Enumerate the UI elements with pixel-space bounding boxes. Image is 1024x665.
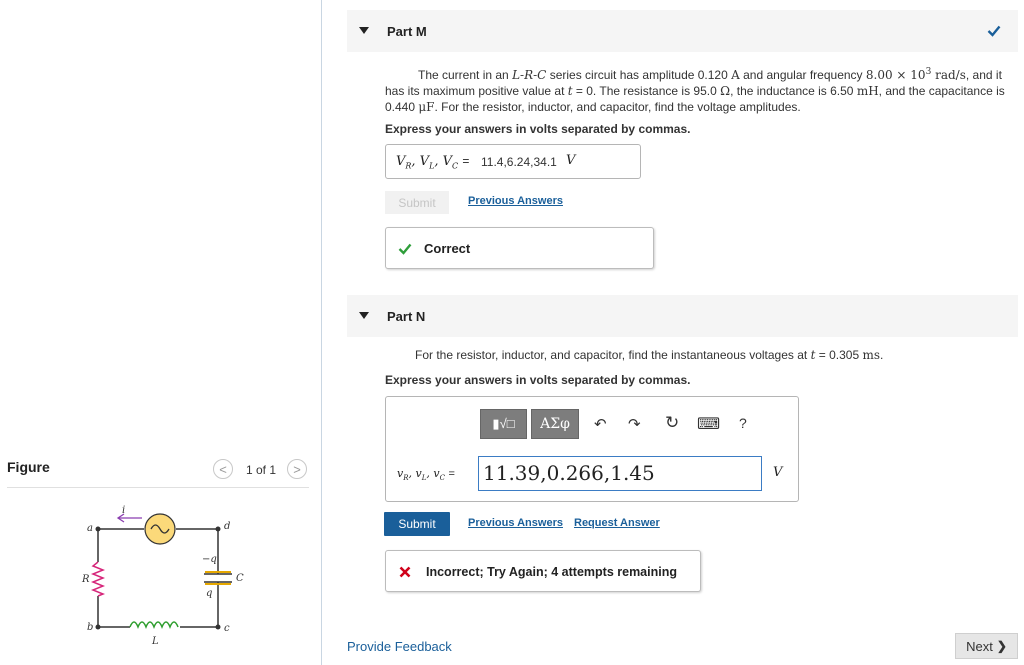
part-n-answer-label: $v_R$, $v_L$, $v_C$ = <box>397 467 455 483</box>
node-a <box>96 527 101 532</box>
part-n-question: For the resistor, inductor, and capacitor, find the instantaneous voltages at t = 0.305 ms. <box>415 348 884 362</box>
provide-feedback-link[interactable]: Provide Feedback <box>347 639 452 654</box>
part-n-feedback <box>385 550 701 592</box>
node-c <box>216 625 221 630</box>
request-answer-link[interactable]: Request Answer <box>574 517 660 529</box>
part-m-submit-button[interactable]: Submit <box>385 191 449 214</box>
redo-icon[interactable]: ↷ <box>628 416 641 433</box>
label-d: d <box>224 521 231 532</box>
label-L: L <box>152 636 159 647</box>
next-button[interactable] <box>955 633 1018 659</box>
x-mark-icon <box>399 566 411 578</box>
figure-label: Figure <box>7 459 50 475</box>
part-m-question: The current in an L-R-C series circuit has amplitude 0.120 A and angular frequency $8.00 \times 10^3$ rad/s, and it has its maximum positive value at t = 0. The resistance is 95.0 Ω, the inductance is 6.50 mH, and the capacitance is 0.440 μF. For the resistor, inductor, and capacitor, find the voltage amplitudes. <box>385 67 1005 114</box>
keyboard-icon[interactable]: ⌨ <box>697 416 721 433</box>
ac-source-icon <box>145 514 175 544</box>
part-m-answer-label: $V_R$, $V_L$, $V_C$ = <box>396 154 470 171</box>
node-b <box>96 625 101 630</box>
chevron-right-icon: > <box>293 461 301 477</box>
part-m-instruction: Express your answers in volts separated by commas. <box>385 122 691 136</box>
part-n-answer-input[interactable]: 11.39,0.266,1.45 <box>478 456 762 491</box>
part-n-submit-button[interactable]: Submit <box>384 512 450 536</box>
pane-divider <box>321 0 322 665</box>
label-minus-q: −q <box>202 554 217 565</box>
chevron-left-icon: < <box>219 461 227 477</box>
figure-pager: 1 of 1 <box>246 463 277 477</box>
figure-separator <box>7 487 309 488</box>
check-icon <box>398 243 412 255</box>
inductor-icon <box>130 622 178 627</box>
label-a: a <box>87 523 93 534</box>
figure-prev-button[interactable] <box>213 459 233 479</box>
label-i: i <box>122 505 126 516</box>
chevron-right-icon: ❯ <box>996 639 1007 653</box>
part-m-answer-value: 11.4,6.24,34.1 <box>481 155 557 169</box>
collapse-triangle-icon <box>359 27 369 34</box>
resistor-icon <box>93 562 103 596</box>
label-c: c <box>224 623 230 634</box>
label-b: b <box>87 622 94 633</box>
sqrt-template-icon: ▮√□ <box>492 416 515 431</box>
part-m-answer-box <box>385 144 641 179</box>
part-n-previous-answers-link[interactable]: Previous Answers <box>468 517 563 529</box>
greek-symbols-icon: AΣφ <box>540 416 570 432</box>
part-n-title: Part N <box>387 309 426 324</box>
figure-next-button[interactable] <box>287 459 307 479</box>
reset-icon[interactable]: ↻ <box>665 413 680 432</box>
part-n-feedback-text: Incorrect; Try Again; 4 attempts remaining <box>426 565 677 579</box>
template-button[interactable] <box>480 409 527 439</box>
undo-icon[interactable]: ↶ <box>594 416 607 433</box>
part-n-instruction: Express your answers in volts separated by commas. <box>385 373 691 387</box>
next-label: Next <box>966 638 993 654</box>
part-m-feedback-text: Correct <box>424 241 471 256</box>
help-icon[interactable]: ? <box>739 415 747 431</box>
checkmark-icon <box>987 25 1001 37</box>
label-C: C <box>236 573 244 584</box>
part-n-answer-unit: V <box>773 465 783 480</box>
collapse-triangle-icon <box>359 312 369 319</box>
part-m-title: Part M <box>387 24 427 39</box>
part-n-header[interactable] <box>347 295 1018 337</box>
label-plus-q: q <box>206 588 213 599</box>
part-m-feedback <box>385 227 654 269</box>
node-d <box>216 527 221 532</box>
part-m-answer-unit: V <box>566 153 576 168</box>
greek-button[interactable] <box>531 409 579 439</box>
label-R: R <box>82 574 90 585</box>
circuit-diagram <box>60 496 260 656</box>
part-n-math-editor <box>385 396 799 502</box>
part-m-previous-answers-link[interactable]: Previous Answers <box>468 195 563 207</box>
part-m-header[interactable] <box>347 10 1018 52</box>
